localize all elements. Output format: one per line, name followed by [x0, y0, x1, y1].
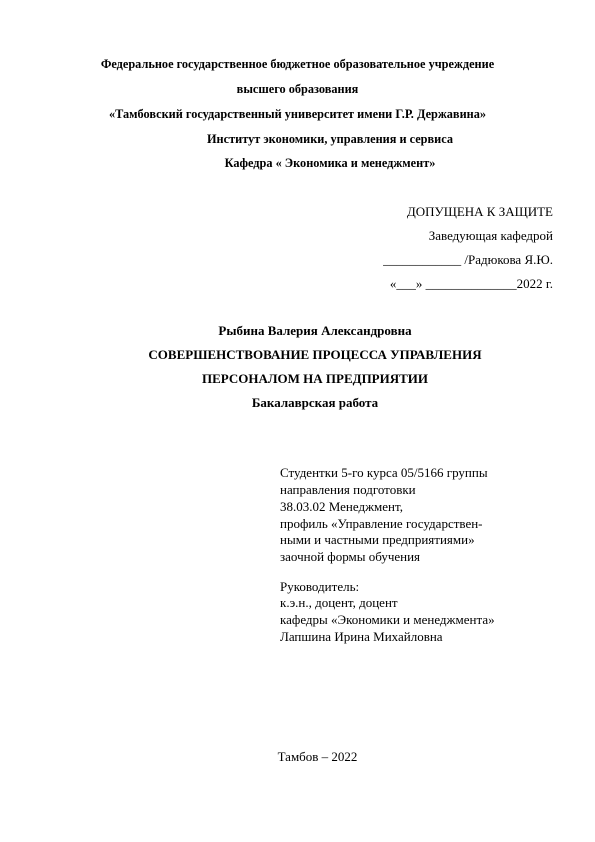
approval-head-title: Заведующая кафедрой	[428, 228, 553, 243]
supervisor-name: Лапшина Ирина Михайловна	[280, 629, 443, 644]
supervisor-info-line: Руководитель:	[280, 579, 360, 594]
department-name: Кафедра « Экономика и менеджмент»	[224, 156, 436, 170]
student-info-line: ными и частными предприятиями»	[280, 532, 475, 547]
student-info-line: 38.03.02 Менеджмент,	[280, 499, 403, 514]
university-name: «Тамбовский государственный университет имени Г.Р. Державина»	[108, 107, 487, 121]
student-info-line: заочной формы обучения	[280, 549, 421, 564]
thesis-title-line-2: ПЕРСОНАЛОМ НА ПРЕДПРИЯТИИ	[201, 371, 429, 386]
supervisor-info-line: кафедры «Экономики и менеджмента»	[280, 612, 495, 627]
institution-line-1: Федеральное государственное бюджетное образовательное учреждение	[100, 57, 495, 71]
author-name: Рыбина Валерия Александровна	[218, 323, 412, 338]
thesis-title-line-1: СОВЕРШЕНСТВОВАНИЕ ПРОЦЕССА УПРАВЛЕНИЯ	[148, 347, 482, 362]
city-year: Тамбов – 2022	[277, 749, 358, 764]
work-type: Бакалаврская работа	[251, 395, 379, 410]
institution-line-2: высшего образования	[236, 82, 359, 96]
student-info-line: профиль «Управление государствен-	[280, 516, 483, 531]
institute-name: Институт экономики, управления и сервиса	[206, 132, 454, 146]
approval-status: ДОПУЩЕНА К ЗАЩИТЕ	[406, 204, 553, 219]
approval-date: «___» ______________2022 г.	[389, 276, 553, 291]
student-info-line: направления подготовки	[280, 482, 416, 497]
student-info-line: Студентки 5-го курса 05/5166 группы	[280, 465, 488, 480]
supervisor-info-line: к.э.н., доцент, доцент	[280, 595, 398, 610]
approval-signature: ____________ /Радюкова Я.Ю.	[383, 252, 553, 267]
